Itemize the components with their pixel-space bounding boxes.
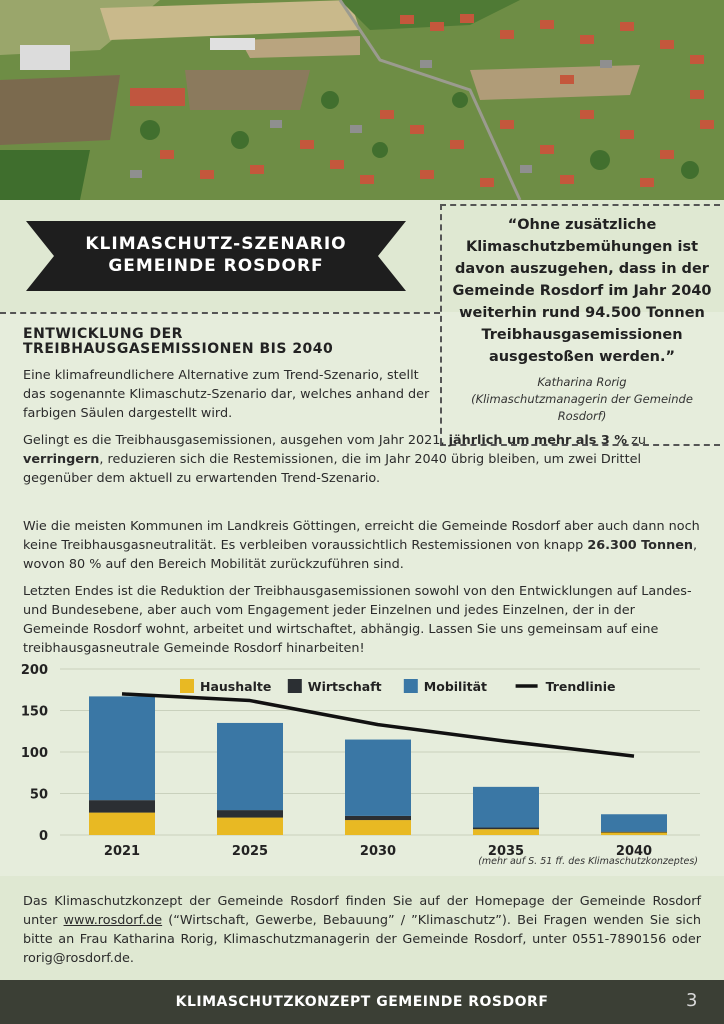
paragraph-remaining-part1: Wie die meisten Kommunen im Landkreis Göttingen, erreicht die Gemeinde Rosdorf aber auch dann noch keine Treibhausgasneutralität. Es verbleiben voraussichtlich Restemissionen von knapp xyxy=(23,519,700,553)
bar-haushalte-2040 xyxy=(601,833,667,835)
aerial-village-photo xyxy=(0,0,724,200)
paragraph-reduction-part3: , reduzieren sich die Restemissionen, die im Jahr 2040 übrig bleiben, um zwei Drittel gegenüber dem aktuell zu erwartenden Trend-Szenario. xyxy=(23,452,642,486)
legend-label: Mobilität xyxy=(423,679,488,694)
paragraph-intro: Eine klimafreundlichere Alternative zum Trend-Szenario, stellt das sogenannte Klimaschutz-Szenario dar, welches anhand der farbigen Säulen dargestellt wird. xyxy=(23,368,430,421)
section-heading-line1: ENTWICKLUNG DER xyxy=(23,326,183,342)
quote-author xyxy=(448,374,716,425)
paragraph-reduction xyxy=(23,431,703,488)
section-heading xyxy=(23,327,333,357)
paragraph-reduction-bold2: verringern xyxy=(23,452,100,467)
bar-wirtschaft-2030 xyxy=(345,816,411,820)
emissions-chart xyxy=(0,655,724,875)
bar-mobilität-2035 xyxy=(473,787,539,828)
x-tick-label: 2035 xyxy=(487,844,525,859)
bar-mobilität-2021 xyxy=(89,696,155,800)
quote-author-role: (Klimaschutzmanagerin der Gemeinde Rosdorf) xyxy=(471,392,693,423)
y-tick-label: 0 xyxy=(38,829,48,844)
footer-title: KLIMASCHUTZKONZEPT GEMEINDE ROSDORF xyxy=(175,994,549,1010)
section-heading-line2: TREIBHAUSGASEMISSIONEN BIS 2040 xyxy=(23,341,334,357)
legend-swatch-wirtschaft xyxy=(288,679,302,693)
paragraph-remaining-part2: , wovon 80 % auf den Bereich Mobilität zurückzuführen sind. xyxy=(23,538,698,572)
quote-box xyxy=(448,214,716,425)
bar-haushalte-2025 xyxy=(217,818,283,835)
bar-wirtschaft-2025 xyxy=(217,810,283,817)
legend-swatch-haushalte xyxy=(180,679,194,693)
legend-label: Wirtschaft xyxy=(307,679,382,694)
paragraph-reduction-part2: zu xyxy=(627,433,646,448)
y-tick-label: 200 xyxy=(20,663,48,678)
legend-swatch-mobilität xyxy=(404,679,418,693)
chart-note: (mehr auf S. 51 ff. des Klimaschutzkonzeptes) xyxy=(478,856,698,867)
paragraph-remaining-bold: 26.300 Tonnen xyxy=(587,538,693,553)
homepage-link[interactable]: www.rosdorf.de xyxy=(63,913,163,928)
legend-label: Trendlinie xyxy=(545,679,616,694)
quote-frame-left xyxy=(440,204,442,444)
bar-haushalte-2035 xyxy=(473,829,539,835)
quote-author-name: Katharina Rorig xyxy=(537,375,627,389)
paragraph-remaining xyxy=(23,517,703,574)
emissions-chart-svg xyxy=(0,655,724,875)
footer-info-part1: Das Klimaschutzkonzept der Gemeinde Rosdorf finden Sie auf der Homepage der Gemeinde Rosdorf unter xyxy=(23,894,701,928)
bar-wirtschaft-2035 xyxy=(473,828,539,830)
x-tick-label: 2030 xyxy=(359,844,397,859)
x-tick-label: 2025 xyxy=(231,844,269,859)
y-tick-label: 150 xyxy=(20,704,48,720)
y-tick-label: 100 xyxy=(20,746,48,761)
paragraph-reduction-bold1: jährlich um mehr als 3 % xyxy=(448,433,628,448)
paragraph-reduction-part1: Gelingt es die Treibhausgasemissionen, ausgehen vom Jahr 2021, xyxy=(23,433,449,448)
section-divider xyxy=(0,312,440,314)
x-tick-label: 2040 xyxy=(615,844,653,859)
bar-mobilität-2030 xyxy=(345,740,411,816)
bar-haushalte-2030 xyxy=(345,820,411,835)
banner-title-line1: KLIMASCHUTZ-SZENARIO xyxy=(85,234,347,254)
bar-wirtschaft-2040 xyxy=(601,832,667,833)
legend-label: Haushalte xyxy=(200,679,272,694)
paragraph-appeal: Letzten Endes ist die Reduktion der Treibhausgasemissionen sowohl von den Entwicklungen auf Landes- und Bundesebene, aber auch vom Engagement jeder Einzelnen und jedes Einzelnen, der in der Gemeinde Rosdorf wohnt, arbeitet und wirtschaftet, abhängig. Lassen Sie uns gemeinsam auf eine treibhausgasneutrale Gemeinde Rosdorf hinarbeiten! xyxy=(23,584,692,656)
quote-text: “Ohne zusätzliche Klimaschutzbemühungen ist davon auszugehen, dass in der Gemeinde Rosdorf im Jahr 2040 weiterhin rund 94.500 Tonnen Treibhausgasemissionen ausgestoßen werden.” xyxy=(452,217,712,365)
bar-mobilität-2040 xyxy=(601,814,667,831)
quote-frame-top xyxy=(440,204,720,206)
title-banner xyxy=(26,221,406,291)
bar-mobilität-2025 xyxy=(217,723,283,810)
banner-title-line2: GEMEINDE ROSDORF xyxy=(108,256,324,276)
footer-info-part2: (“Wirtschaft, Gewerbe, Bebauung” / ”Klimaschutz”). Bei Fragen wenden Sie sich bitte an Frau Katharina Rorig, Klimaschutzmanagerin der Gemeinde Rosdorf, unter 0551-7890156 oder rorig@rosdorf.de. xyxy=(23,913,701,966)
footer-info-text xyxy=(23,892,701,968)
bar-haushalte-2021 xyxy=(89,813,155,835)
y-tick-label: 50 xyxy=(29,787,48,803)
bar-wirtschaft-2021 xyxy=(89,800,155,812)
page-number: 3 xyxy=(686,990,698,1011)
x-tick-label: 2021 xyxy=(103,844,141,859)
